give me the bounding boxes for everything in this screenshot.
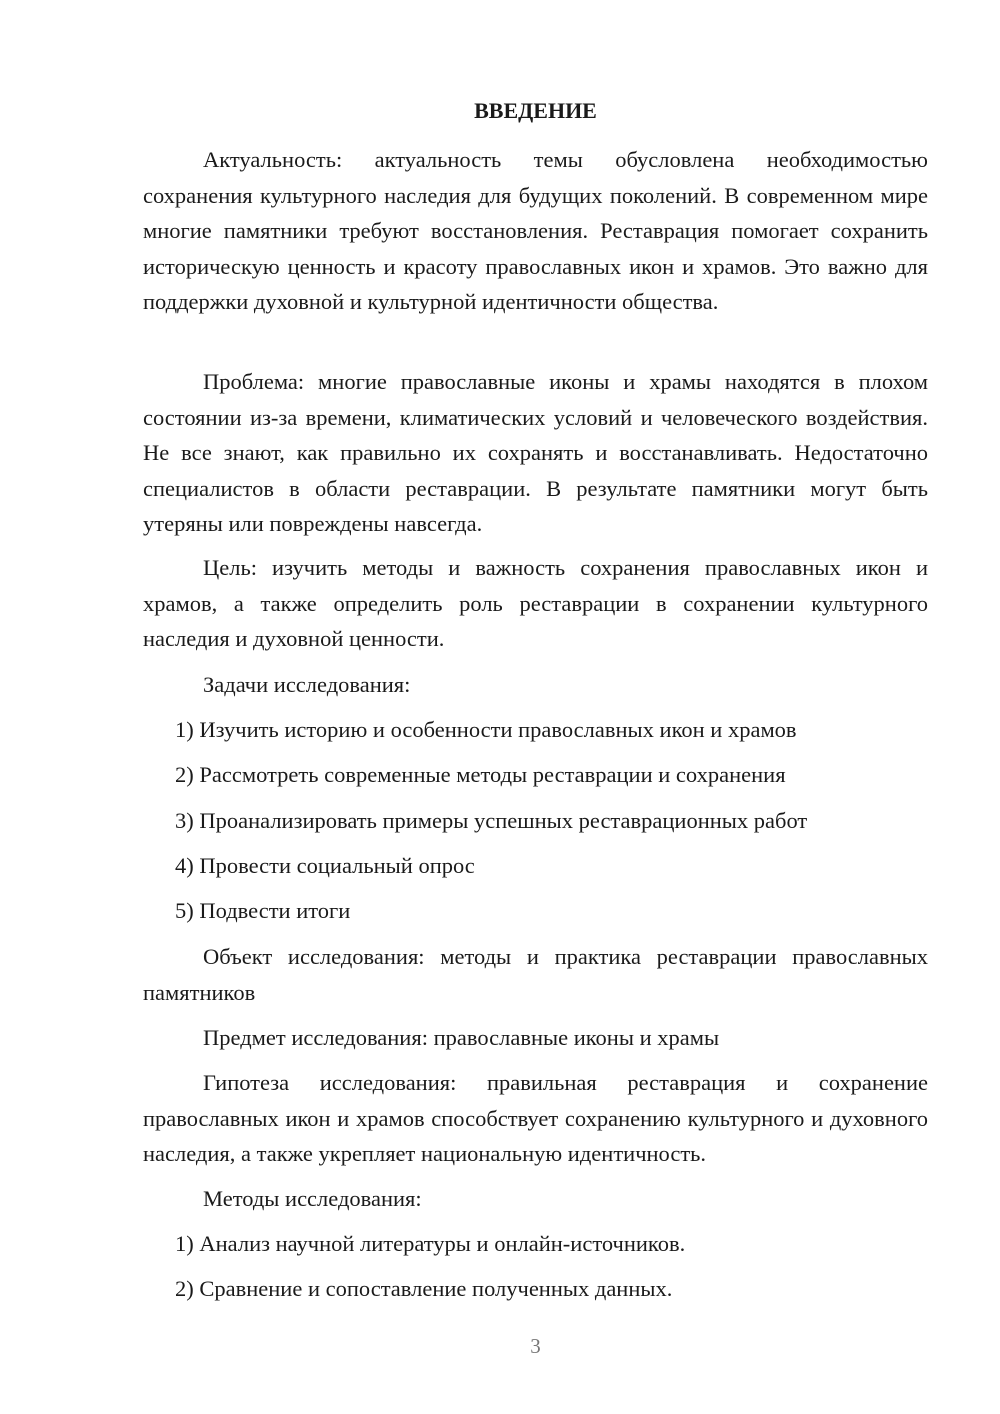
method-item-2: 2) Сравнение и сопоставление полученных данных. (175, 1276, 673, 1301)
relevance-paragraph: Актуальность: актуальность темы обусловлена необходимостью сохранения культурного наследия для будущих поколений. В современном мире многие памятники требуют восстановления. Реставрация помогает сохранить историческую ценность и красоту православных икон и храмов. Это важно для поддержки духовной и культурной идентичности общества. (143, 147, 928, 314)
task-item-3: 3) Проанализировать примеры успешных реставрационных работ (175, 808, 808, 833)
goal-paragraph: Цель: изучить методы и важность сохранения православных икон и храмов, а также определить роль реставрации в сохранении культурного наследия и духовной ценности. (143, 555, 928, 651)
task-item-5: 5) Подвести итоги (175, 898, 351, 923)
method-item-1: 1) Анализ научной литературы и онлайн-источников. (175, 1231, 686, 1256)
task-item-1: 1) Изучить историю и особенности православных икон и храмов (175, 717, 797, 742)
section-heading: ВВЕДЕНИЕ (474, 98, 597, 123)
methods-title: Методы исследования: (203, 1186, 422, 1211)
tasks-title: Задачи исследования: (203, 672, 411, 697)
document-page (143, 0, 928, 1414)
task-item-4: 4) Провести социальный опрос (175, 853, 475, 878)
problem-paragraph: Проблема: многие православные иконы и храмы находятся в плохом состоянии из-за времени, климатических условий и человеческого воздействия. Не все знают, как правильно их сохранять и восстанавливать. Недостаточно специалистов в области реставрации. В результате памятники могут быть утеряны или повреждены навсегда. (143, 369, 928, 536)
task-item-2: 2) Рассмотреть современные методы реставрации и сохранения (175, 762, 786, 787)
object-paragraph: Объект исследования: методы и практика реставрации православных памятников (143, 944, 928, 1005)
hypothesis-paragraph: Гипотеза исследования: правильная реставрация и сохранение православных икон и храмов способствует сохранению культурного и духовного наследия, а также укрепляет национальную идентичность. (143, 1070, 928, 1166)
subject-paragraph: Предмет исследования: православные иконы и храмы (203, 1025, 720, 1050)
page-number: 3 (530, 1334, 541, 1358)
